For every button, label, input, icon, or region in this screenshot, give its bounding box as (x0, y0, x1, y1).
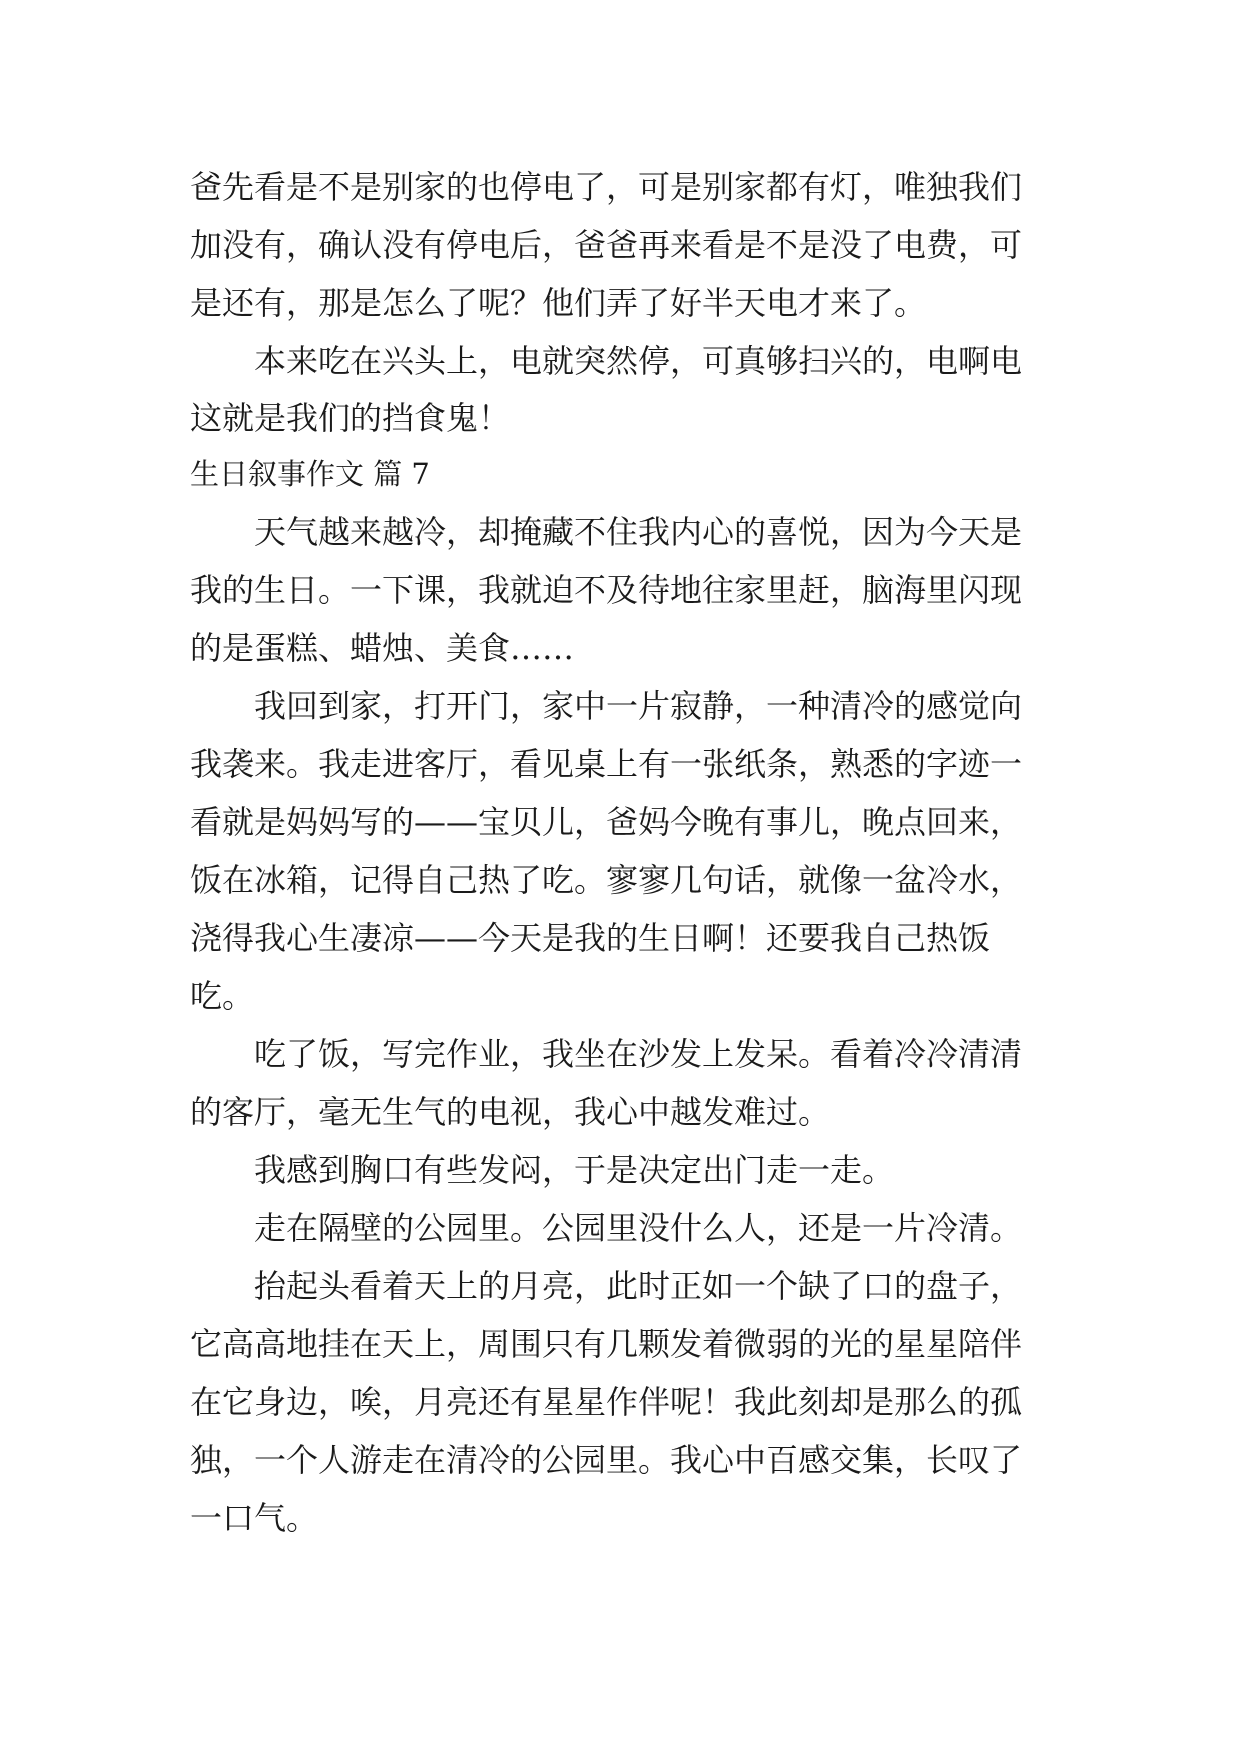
text-line: 加没有，确认没有停电后，爸爸再来看是不是没了电费，可 (190, 226, 1023, 264)
section-heading: 生日叙事作文 篇 7 (190, 457, 430, 491)
text-line: 本来吃在兴头上，电就突然停，可真够扫兴的，电啊电 (190, 342, 1023, 380)
text-line: 抬起头看着天上的月亮，此时正如一个缺了口的盘子， (190, 1267, 1023, 1305)
text-line: 我感到胸口有些发闷，于是决定出门走一走。 (190, 1151, 895, 1189)
text-line: 独，一个人游走在清冷的公园里。我心中百感交集，长叹了 (190, 1441, 1023, 1479)
text-line: 一口气。 (190, 1499, 319, 1537)
text-line: 我回到家，打开门，家中一片寂静，一种清冷的感觉向 (190, 687, 1023, 725)
text-line: 天气越来越冷，却掩藏不住我内心的喜悦，因为今天是 (190, 513, 1023, 551)
text-line: 在它身边，唉，月亮还有星星作伴呢！我此刻却是那么的孤 (190, 1383, 1023, 1421)
text-line: 吃了饭，写完作业，我坐在沙发上发呆。看着冷冷清清 (190, 1035, 1023, 1073)
text-line: 我的生日。一下课，我就迫不及待地往家里赶，脑海里闪现 (190, 571, 1023, 609)
text-line: 我袭来。我走进客厅，看见桌上有一张纸条，熟悉的字迹一 (190, 745, 1023, 783)
text-line: 的客厅，毫无生气的电视，我心中越发难过。 (190, 1093, 831, 1131)
text-line: 它高高地挂在天上，周围只有几颗发着微弱的光的星星陪伴 (190, 1325, 1023, 1363)
text-line: 走在隔壁的公园里。公园里没什么人，还是一片冷清。 (190, 1209, 1023, 1247)
text-line: 饭在冰箱，记得自己热了吃。寥寥几句话，就像一盆冷水， (190, 861, 1023, 899)
text-line: 的是蛋糕、蜡烛、美食…… (190, 629, 575, 667)
text-line: 吃。 (190, 977, 255, 1015)
text-line: 这就是我们的挡食鬼！ (190, 399, 511, 437)
text-line: 看就是妈妈写的——宝贝儿，爸妈今晚有事儿，晚点回来， (190, 803, 1023, 841)
text-line: 是还有，那是怎么了呢？他们弄了好半天电才来了。 (190, 284, 927, 322)
text-line: 爸先看是不是别家的也停电了，可是别家都有灯，唯独我们 (190, 168, 1023, 206)
text-line: 浇得我心生凄凉——今天是我的生日啊！还要我自己热饭 (190, 919, 991, 957)
